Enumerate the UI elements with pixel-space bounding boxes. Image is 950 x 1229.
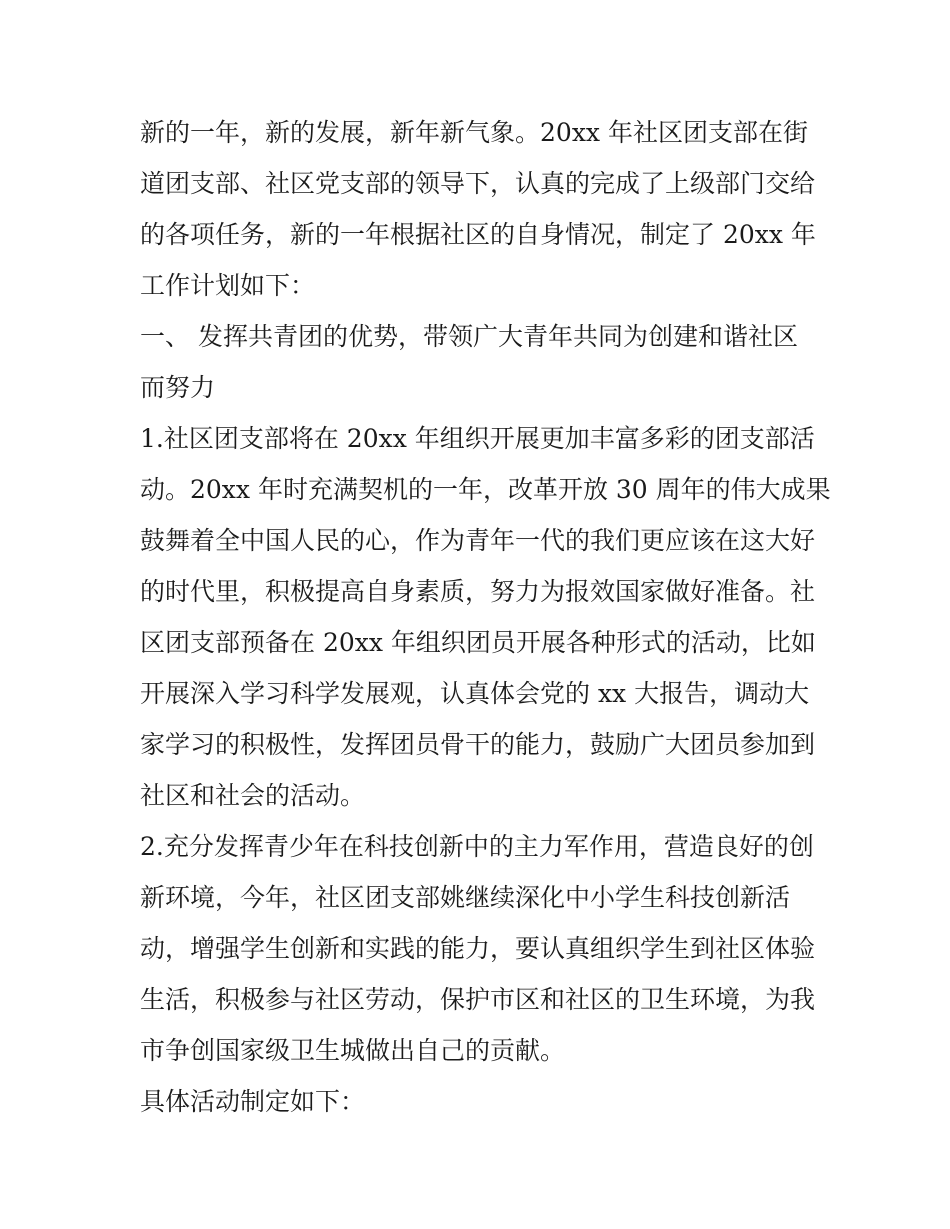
text-line: 动。20xx 年时充满契机的一年，改革开放 30 周年的伟大成果 <box>140 475 831 504</box>
document-body <box>140 107 831 1127</box>
text-line: 动，增强学生创新和实践的能力，要认真组织学生到社区体验 <box>140 934 816 963</box>
text-line: 生活，积极参与社区劳动，保护市区和社区的卫生环境，为我 <box>140 985 816 1014</box>
section-heading-line: 而努力 <box>140 373 216 402</box>
text-line: 社区和社会的活动。 <box>140 781 366 810</box>
text-line: 开展深入学习科学发展观，认真体会党的 xx 大报告，调动大 <box>140 679 810 708</box>
text-line: 家学习的积极性，发挥团员骨干的能力，鼓励广大团员参加到 <box>140 730 816 759</box>
text-line: 的各项任务，新的一年根据社区的自身情况，制定了 20xx 年 <box>140 220 816 249</box>
text-line: 鼓舞着全中国人民的心，作为青年一代的我们更应该在这大好 <box>140 526 816 555</box>
text-line: 的时代里，积极提高自身素质，努力为报效国家做好准备。社 <box>140 577 816 606</box>
text-line: 市争创国家级卫生城做出自己的贡献。 <box>140 1036 566 1065</box>
text-line: 1.社区团支部将在 20xx 年组织开展更加丰富多彩的团支部活 <box>140 424 815 453</box>
text-line: 道团支部、社区党支部的领导下，认真的完成了上级部门交给 <box>140 169 816 198</box>
text-line: 区团支部预备在 20xx 年组织团员开展各种形式的活动，比如 <box>140 628 816 657</box>
text-line: 新环境，今年，社区团支部姚继续深化中小学生科技创新活 <box>140 883 791 912</box>
text-line: 工作计划如下： <box>140 271 316 300</box>
text-line: 2.充分发挥青少年在科技创新中的主力军作用，营造良好的创 <box>140 832 814 861</box>
text-line: 新的一年，新的发展，新年新气象。20xx 年社区团支部在街 <box>140 118 808 147</box>
text-line: 具体活动制定如下： <box>140 1087 366 1116</box>
section-heading-line: 一、 发挥共青团的优势，带领广大青年共同为创建和谐社区 <box>140 322 798 351</box>
